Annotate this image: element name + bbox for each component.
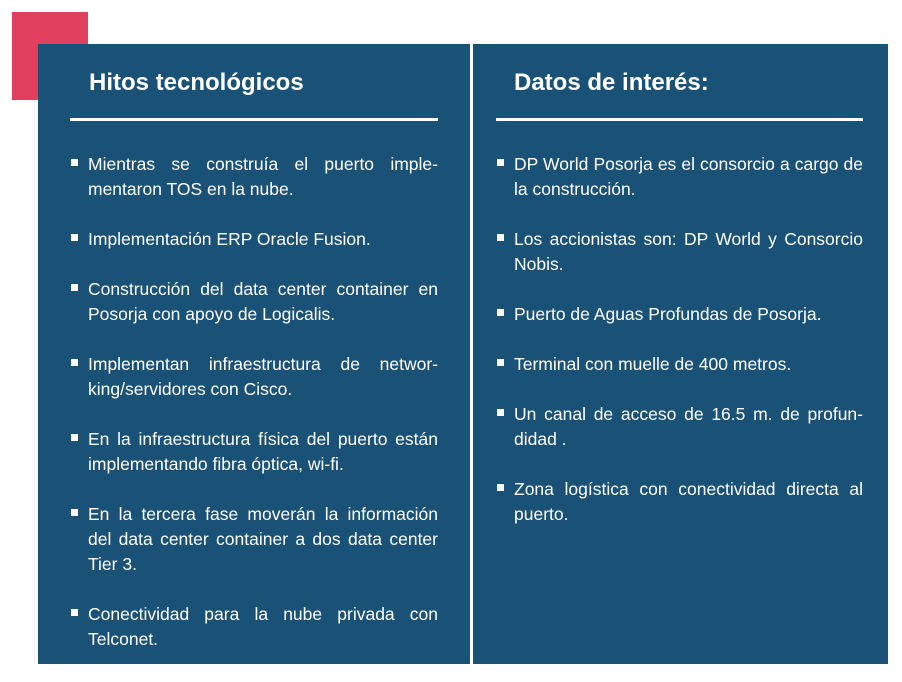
list-item-text: Terminal con muelle de 400 metros.: [514, 354, 792, 374]
column-divider: [470, 44, 473, 664]
list-item: [496, 352, 863, 377]
list-item: [70, 152, 438, 202]
square-bullet-icon: [497, 484, 504, 491]
list-item-text: Mientras se construía el puerto implementaron TOS en la nube.: [88, 154, 438, 199]
list-item: [496, 402, 863, 452]
hitos-title-rule: [70, 118, 438, 121]
list-item: [70, 227, 438, 252]
list-item-text: Los accionistas son: DP World y Consorcio Nobis.: [514, 229, 863, 274]
square-bullet-icon: [71, 434, 78, 441]
hitos-list: [70, 152, 438, 677]
square-bullet-icon: [71, 284, 78, 291]
list-item: [70, 277, 438, 327]
square-bullet-icon: [71, 509, 78, 516]
list-item-text: Implementan infraestructura de networking/servidores con Cisco.: [88, 354, 438, 399]
list-item-text: Zona logística con conectividad directa al puerto.: [514, 479, 863, 524]
list-item-text: DP World Posorja es el consorcio a cargo de la construcción.: [514, 154, 863, 199]
datos-title: Datos de interés:: [514, 69, 709, 96]
list-item: [70, 502, 438, 577]
datos-list: [496, 152, 863, 552]
square-bullet-icon: [71, 359, 78, 366]
list-item: [496, 477, 863, 527]
square-bullet-icon: [497, 159, 504, 166]
square-bullet-icon: [497, 409, 504, 416]
list-item-text: En la tercera fase moverán la información del data center container a dos data center Tier 3.: [88, 504, 438, 574]
list-item: [496, 302, 863, 327]
list-item-text: Puerto de Aguas Profundas de Posorja.: [514, 304, 822, 324]
square-bullet-icon: [497, 359, 504, 366]
list-item: [496, 227, 863, 277]
datos-title-rule: [496, 118, 863, 121]
list-item-text: Conectividad para la nube privada con Telconet.: [88, 604, 438, 649]
square-bullet-icon: [71, 234, 78, 241]
list-item-text: Construcción del data center container en Posorja con apoyo de Logicalis.: [88, 279, 438, 324]
square-bullet-icon: [497, 234, 504, 241]
list-item-text: En la infraestructura física del puerto están implementando fibra óptica, wi-fi.: [88, 429, 438, 474]
square-bullet-icon: [71, 159, 78, 166]
list-item: [70, 427, 438, 477]
list-item-text: Implementación ERP Oracle Fusion.: [88, 229, 371, 249]
square-bullet-icon: [71, 609, 78, 616]
list-item: [496, 152, 863, 202]
hitos-title: Hitos tecnológicos: [89, 69, 304, 96]
list-item: [70, 352, 438, 402]
list-item: [70, 602, 438, 652]
square-bullet-icon: [497, 309, 504, 316]
list-item-text: Un canal de acceso de 16.5 m. de profundidad .: [514, 404, 863, 449]
